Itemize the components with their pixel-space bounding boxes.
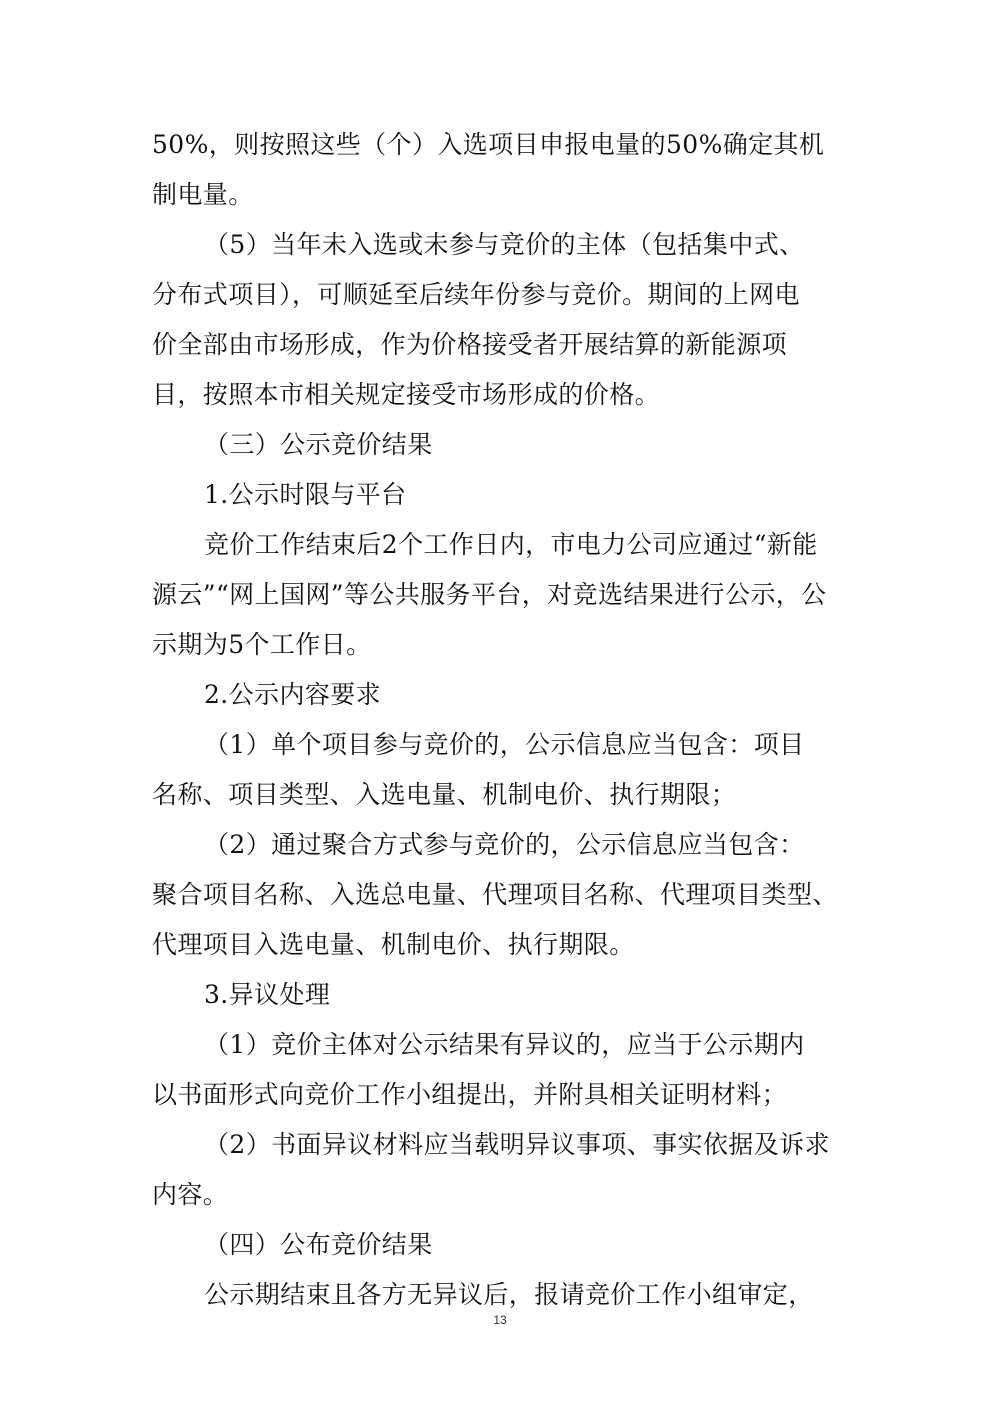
text-line: 制电量。 [152, 180, 254, 209]
text-line: 公示期结束且各方无异议后，报请竞价工作小组审定， [204, 1280, 814, 1309]
text-line: 价全部由市场形成，作为价格接受者开展结算的新能源项 [152, 330, 788, 359]
text-line: 分布式项目），可顺延至后续年份参与竞价。期间的上网电 [152, 280, 800, 309]
page-number: 13 [493, 1313, 507, 1327]
text-line: （2）书面异议材料应当载明异议事项、事实依据及诉求 [204, 1130, 830, 1159]
text-line: 内容。 [152, 1180, 229, 1209]
text-line: 竞价工作结束后2个工作日内，市电力公司应通过“新能 [204, 530, 818, 559]
text-line: 示期为5个工作日。 [152, 630, 372, 659]
text-line: （四）公布竞价结果 [204, 1230, 433, 1259]
text-line: （1）单个项目参与竞价的，公示信息应当包含：项目 [204, 730, 805, 759]
text-line: 3.异议处理 [204, 980, 331, 1009]
text-line: 目，按照本市相关规定接受市场形成的价格。 [152, 380, 661, 409]
text-line: （2）通过聚合方式参与竞价的，公示信息应当包含： [204, 830, 805, 859]
text-line: （5）当年未入选或未参与竞价的主体（包括集中式、 [204, 230, 805, 259]
text-line: 名称、项目类型、入选电量、机制电价、执行期限； [152, 780, 737, 809]
body-text [152, 120, 852, 1320]
text-line: 以书面形式向竞价工作小组提出，并附具相关证明材料； [152, 1080, 788, 1109]
text-line: （1）竞价主体对公示结果有异议的，应当于公示期内 [204, 1030, 805, 1059]
text-line: 源云”“网上国网”等公共服务平台，对竞选结果进行公示，公 [152, 580, 827, 609]
text-line: 50%，则按照这些（个）入选项目申报电量的50%确定其机 [152, 130, 825, 159]
text-line: 代理项目入选电量、机制电价、执行期限。 [152, 930, 635, 959]
text-line: 1.公示时限与平台 [204, 480, 407, 509]
text-line: （三）公示竞价结果 [204, 430, 433, 459]
text-line: 聚合项目名称、入选总电量、代理项目名称、代理项目类型、 [152, 880, 838, 909]
text-line: 2.公示内容要求 [204, 680, 382, 709]
